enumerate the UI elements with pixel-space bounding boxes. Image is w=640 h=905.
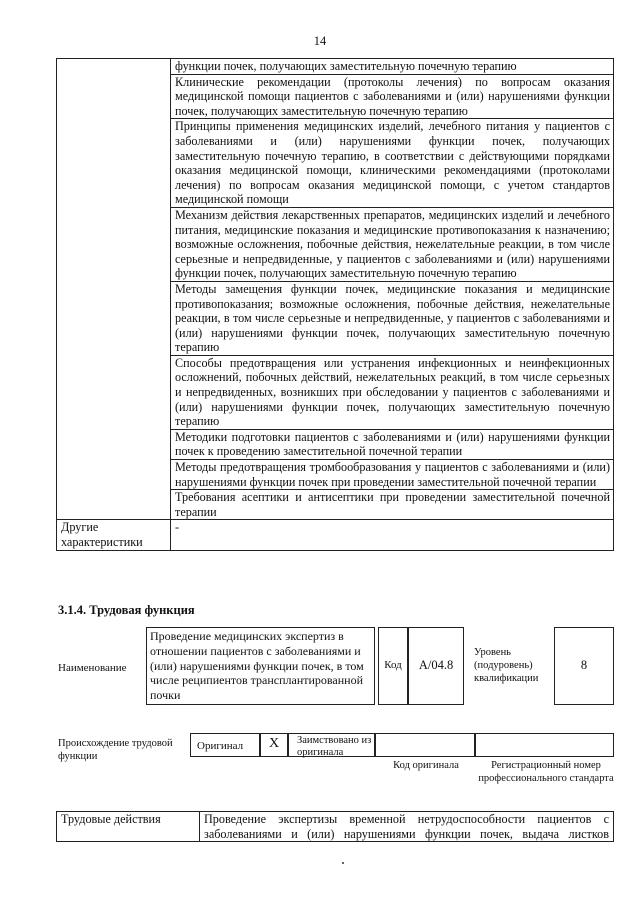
knowledge-table <box>56 58 614 551</box>
code-label: Код <box>378 627 408 705</box>
knowledge-item: Требования асептики и антисептики при проведении заместительной почечной терапии <box>171 490 614 520</box>
level-value: 8 <box>554 627 614 705</box>
other-characteristics-label: Другие характеристики <box>57 520 171 550</box>
code-original-box <box>375 733 475 757</box>
origin-label: Происхождение трудовой функции <box>58 738 173 762</box>
knowledge-item: Принципы применения медицинских изделий, лечебного питания у пациентов с заболеваниями и (или) нарушениями функции почек, получающих заместительную почечную терапию, в соответствии с действующими порядками оказания медицинской помощи, клиническими рекомендациями (протоколами лечения) по вопросам оказания медицинской помощи, с учетом стандартов медицинской помощи <box>171 119 614 208</box>
other-characteristics-value: - <box>171 520 614 550</box>
left-column-cell <box>57 59 171 520</box>
name-label: Наименование <box>58 662 127 674</box>
table-row <box>57 59 614 75</box>
labor-actions-table <box>56 811 614 842</box>
page-number: 14 <box>313 34 327 48</box>
stray-mark <box>342 862 344 864</box>
knowledge-item: Механизм действия лекарственных препаратов, медицинских изделий и лечебного питания, медицинские показания и медицинские противопоказания к назначению; возможные осложнения, побочные действия, нежелательные реакции, в том числе серьезные и непредвиденные, у пациентов с заболеваниями и (или) нарушениями функции почек, получающих заместительную почечную терапию <box>171 207 614 281</box>
knowledge-item: Методики подготовки пациентов с заболеваниями и (или) нарушениями функции почек к проведению заместительной почечной терапии <box>171 429 614 459</box>
knowledge-item: Методы замещения функции почек, медицинские показания и медицинские противопоказания; возможные осложнения, побочные действия, нежелательные реакции, в том числе серьезные и непредвиденные, у пациентов с заболеваниями и (или) нарушениями функции почек, получающих заместительную почечную терапию <box>171 281 614 355</box>
labor-actions-label: Трудовые действия <box>57 812 200 842</box>
reg-number-box <box>475 733 614 757</box>
borrowed-label: Заимствовано из оригинала <box>288 733 375 757</box>
reg-number-caption: Регистрационный номер профессионального стандарта <box>478 760 614 784</box>
knowledge-item: Методы предотвращения тромбообразования у пациентов с заболеваниями и (или) нарушениями функции почек при проведении заместительной почечной терапии <box>171 460 614 490</box>
knowledge-item: Клинические рекомендации (протоколы лечения) по вопросам оказания медицинской помощи пациентов с заболеваниями и (или) нарушениями функции почек, получающих заместительную почечную терапию <box>171 74 614 119</box>
labor-actions-item: Проведение экспертизы временной нетрудоспособности пациентов с заболеваниями и (или) нарушениями функции почек, выдача листков <box>200 812 614 842</box>
original-mark: X <box>260 733 288 757</box>
code-original-caption: Код оригинала <box>393 760 459 771</box>
level-label: Уровень (подуровень) квалификации <box>474 647 539 684</box>
section-heading: 3.1.4. Трудовая функция <box>58 603 195 617</box>
table-row <box>57 812 614 842</box>
other-characteristics-row <box>57 520 614 550</box>
code-value: A/04.8 <box>408 627 464 705</box>
knowledge-item: Способы предотвращения или устранения инфекционных и неинфекционных осложнений, побочных действий, нежелательных реакций, в том числе серьезных и непредвиденных, возникших при обследовании у пациентов с заболеваниями и (или) нарушениями функции почек, получающих заместительную почечную терапию <box>171 355 614 429</box>
original-label: Оригинал <box>190 733 260 757</box>
function-name-box: Проведение медицинских экспертиз в отношении пациентов с заболеваниями и (или) нарушениями функции почек, в том числе реципиентов трансплантированной почки <box>146 627 375 705</box>
knowledge-item: функции почек, получающих заместительную почечную терапию <box>171 59 614 75</box>
